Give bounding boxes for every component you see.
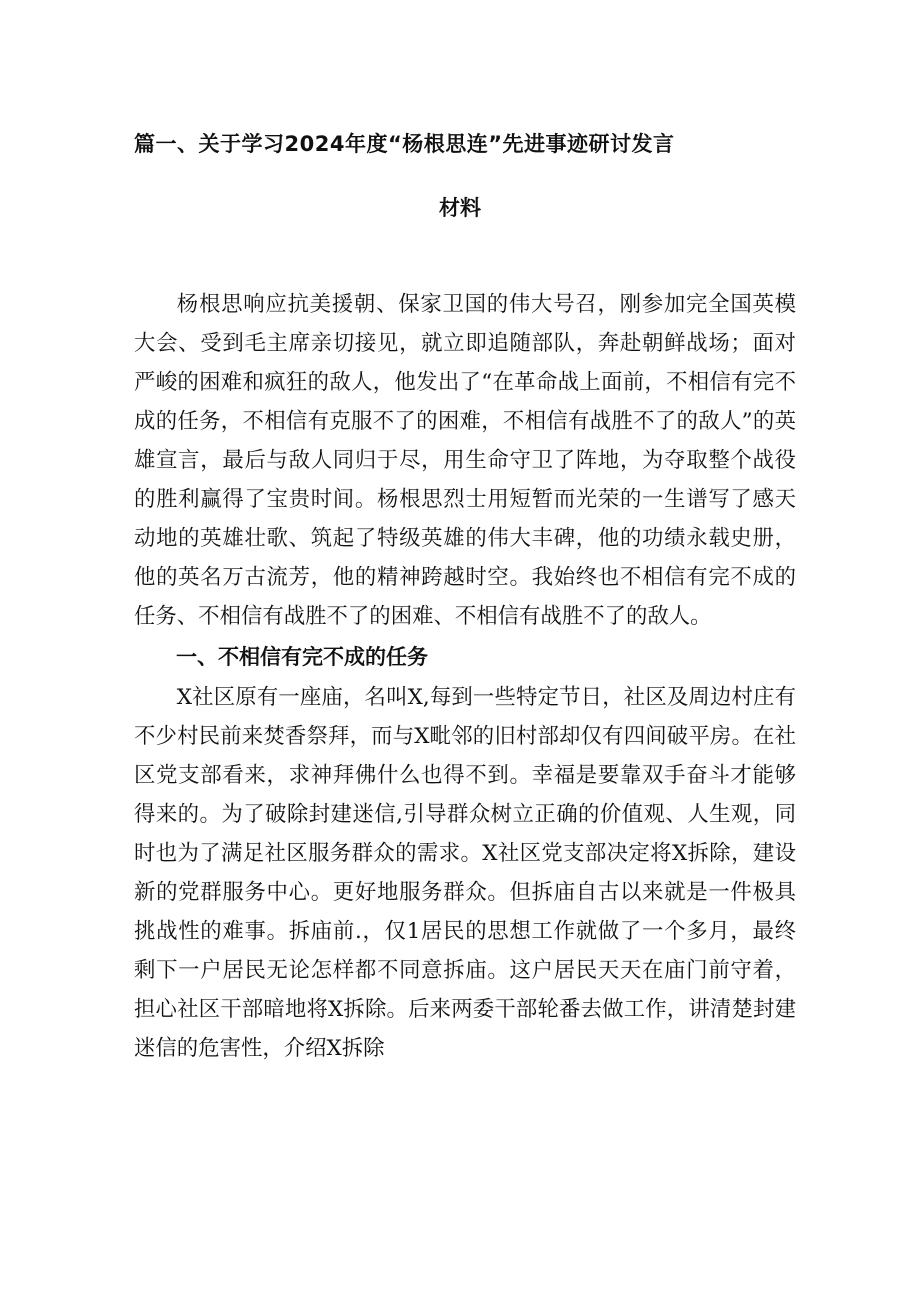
- document-title-continuation: 材料: [439, 196, 481, 220]
- section-heading: 一、不相信有完不成的任务: [176, 645, 428, 669]
- document-body: [134, 285, 796, 1068]
- intro-paragraph: 杨根思响应抗美援朝、保家卫国的伟大号召，刚参加完全国英模大会、受到毛主席亲切接见，就立即追随部队，奔赴朝鲜战场；面对严峻的困难和疯狂的敌人，他发出了“在革命战上面前，不相信有完不成的任务，不相信有克服不了的困难，不相信有战胜不了的敌人”的英雄宣言，最后与敌人同归于尽，用生命守卫了阵地，为夺取整个战役的胜利赢得了宝贵时间。杨根思烈士用短暂而光荣的一生谱写了感天动地的英雄壮歌、筑起了特级英雄的伟大丰碑，他的功绩永载史册，他的英名万古流芳，他的精神跨越时空。我始终也不相信有完不成的任务、不相信有战胜不了的困难、不相信有战胜不了的敌人。: [134, 292, 796, 629]
- section-paragraph: X社区原有一座庙，名叫X,每到一些特定节日，社区及周边村庄有不少村民前来焚香祭拜，而与X毗邻的旧村部却仅有四间破平房。在社区党支部看来，求神拜佛什么也得不到。幸福是要靠双手奋斗才能够得来的。为了破除封建迷信,引导群众树立正确的价值观、人生观，同时也为了满足社区服务群众的需求。X社区党支部决定将X拆除，建设新的党群服务中心。更好地服务群众。但拆庙自古以来就是一件极具挑战性的难事。拆庙前.，仅1居民的思想工作就做了一个多月，最终剩下一户居民无论怎样都不同意拆庙。这户居民天天在庙门前守着，担心社区干部暗地将X拆除。后来两委干部轮番去做工作，讲清楚封建迷信的危害性，介绍X拆除: [134, 685, 796, 1061]
- document-title: 篇一、关于学习2024年度“杨根思连”先进事迹研讨发言: [134, 132, 675, 156]
